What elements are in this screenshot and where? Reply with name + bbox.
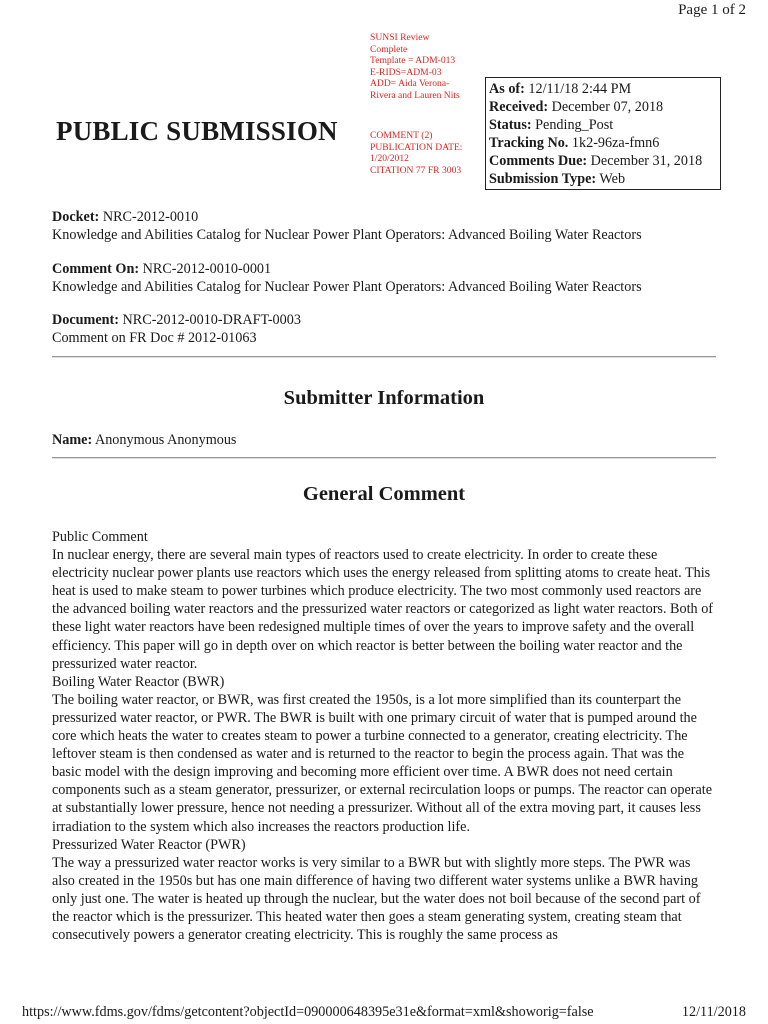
status-row: Status: Pending_Post xyxy=(489,117,614,133)
name-label: Name: xyxy=(52,432,93,448)
general-comment-heading: General Comment xyxy=(302,483,466,505)
stamp-line: COMMENT (2) xyxy=(370,130,433,141)
tracking-value: 1k2-96za-fmn6 xyxy=(571,135,660,151)
submission-type-row: Submission Type: Web xyxy=(489,171,626,187)
footer-url: https://www.fdms.gov/fdms/getcontent?objectId=090000648395e31e&format=xml&showorig=false xyxy=(22,1004,594,1020)
footer-date: 12/11/2018 xyxy=(681,1004,746,1020)
comment-on-label: Comment On: xyxy=(52,261,140,277)
docket-label: Docket: xyxy=(52,209,100,225)
comment-paragraph: The boiling water reactor, or BWR, was first created the 1950s, is a lot more simplified than its counterpart the pressurized water reactor, or PWR. The BWR is built with one primary circuit of water that is pumped around the core which heats the water to creates steam to power a turbine connected to a generator, creating electricity. The leftover steam is then condensed as water and is returned to the reactor to begin the process again. That was the basic model with the design improving and becoming more efficient over time. A BWR does not need certain components such as a steam generator, pressurizer, or external recirculation loops or pumps. The reactor can operate at substantially lower pressure, hence not needing a pressurizer. Without all of the extra moving part, it causes less irradiation to the system which also increases the reactors production life. xyxy=(52,691,713,835)
as-of-value: 12/11/18 2:44 PM xyxy=(528,81,632,97)
stamp-line: Template = ADM-013 xyxy=(370,55,456,67)
docket-description: Knowledge and Abilities Catalog for Nuclear Power Plant Operators: Advanced Boiling Water Reactors xyxy=(52,227,642,243)
received-row: Received: December 07, 2018 xyxy=(489,99,664,115)
stamp-line: ADD= Aida Verona- xyxy=(370,78,450,90)
page-title: PUBLIC SUBMISSION xyxy=(56,116,338,146)
comment-on-description: Knowledge and Abilities Catalog for Nuclear Power Plant Operators: Advanced Boiling Water Reactors xyxy=(52,279,642,295)
stamp-line: E-RIDS=ADM-03 xyxy=(370,66,442,78)
docket-block xyxy=(52,208,642,244)
section-divider xyxy=(52,457,716,459)
document-id: NRC-2012-0010-DRAFT-0003 xyxy=(122,312,301,328)
tracking-row: Tracking No. 1k2-96za-fmn6 xyxy=(489,135,660,151)
document-block xyxy=(52,311,301,347)
comment-paragraph: The way a pressurized water reactor works is very similar to a BWR but with slightly more steps. The PWR was also created in the 1950s but has one main difference of having two different water systems unlike a BWR having only just one. The water is heated up through the nuclear, but the water does not boil because of the second part of the reactor which is the pressurizer. This heated water then goes a steam generating system, creating steam that consecutively powers a generator creating electricity. This is roughly the same process as xyxy=(52,854,701,944)
publication-stamp xyxy=(370,130,482,176)
comment-subheading: Boiling Water Reactor (BWR) xyxy=(52,673,225,690)
submitter-heading: Submitter Information xyxy=(283,387,485,409)
document-description: Comment on FR Doc # 2012-01063 xyxy=(52,330,257,346)
comment-on-id: NRC-2012-0010-0001 xyxy=(142,261,272,277)
document-label: Document: xyxy=(52,312,119,328)
as-of-row: As of: 12/11/18 2:44 PM xyxy=(489,81,632,97)
section-divider xyxy=(52,356,716,358)
stamp-line: PUBLICATION DATE: xyxy=(370,141,463,153)
submitter-name xyxy=(52,432,236,449)
submission-type-value: Web xyxy=(599,171,626,187)
submission-status-box xyxy=(485,77,721,190)
sunsi-review-stamp xyxy=(370,32,482,102)
stamp-line: Complete xyxy=(370,43,408,55)
comments-due-row: Comments Due: December 31, 2018 xyxy=(489,153,703,169)
comment-paragraph: Public Comment xyxy=(52,529,148,545)
comment-paragraph: In nuclear energy, there are several main types of reactors used to create electricity. In order to create these electricity nuclear power plants use reactors which uses the energy released from splitting atoms to create heat. This heat is used to make steam to power turbines which produce electricity. The two most commonly used reactors are the advanced boiling water reactors and the pressurized water reactors or categorized as light water reactors. Both of these light water reactors have been redesigned multiple times of over the years to improve safety and the overall efficiency. This paper will go in depth over on which reactor is better between the boiling water reactor and the pressurized water reactor. xyxy=(52,547,714,672)
comment-on-block xyxy=(52,260,642,296)
status-value: Pending_Post xyxy=(535,117,614,133)
name-value: Anonymous Anonymous xyxy=(94,432,237,448)
general-comment-body xyxy=(52,528,716,944)
stamp-line: SUNSI Review xyxy=(370,32,430,43)
comments-due-value: December 31, 2018 xyxy=(590,153,703,169)
stamp-line: 1/20/2012 xyxy=(370,153,409,165)
docket-id: NRC-2012-0010 xyxy=(102,209,199,225)
stamp-line: Rivera and Lauren Nits xyxy=(370,89,460,101)
page-number: Page 1 of 2 xyxy=(678,2,746,18)
received-value: December 07, 2018 xyxy=(551,99,664,115)
comment-subheading: Pressurized Water Reactor (PWR) xyxy=(52,836,246,853)
stamp-line: CITATION 77 FR 3003 xyxy=(370,164,462,176)
